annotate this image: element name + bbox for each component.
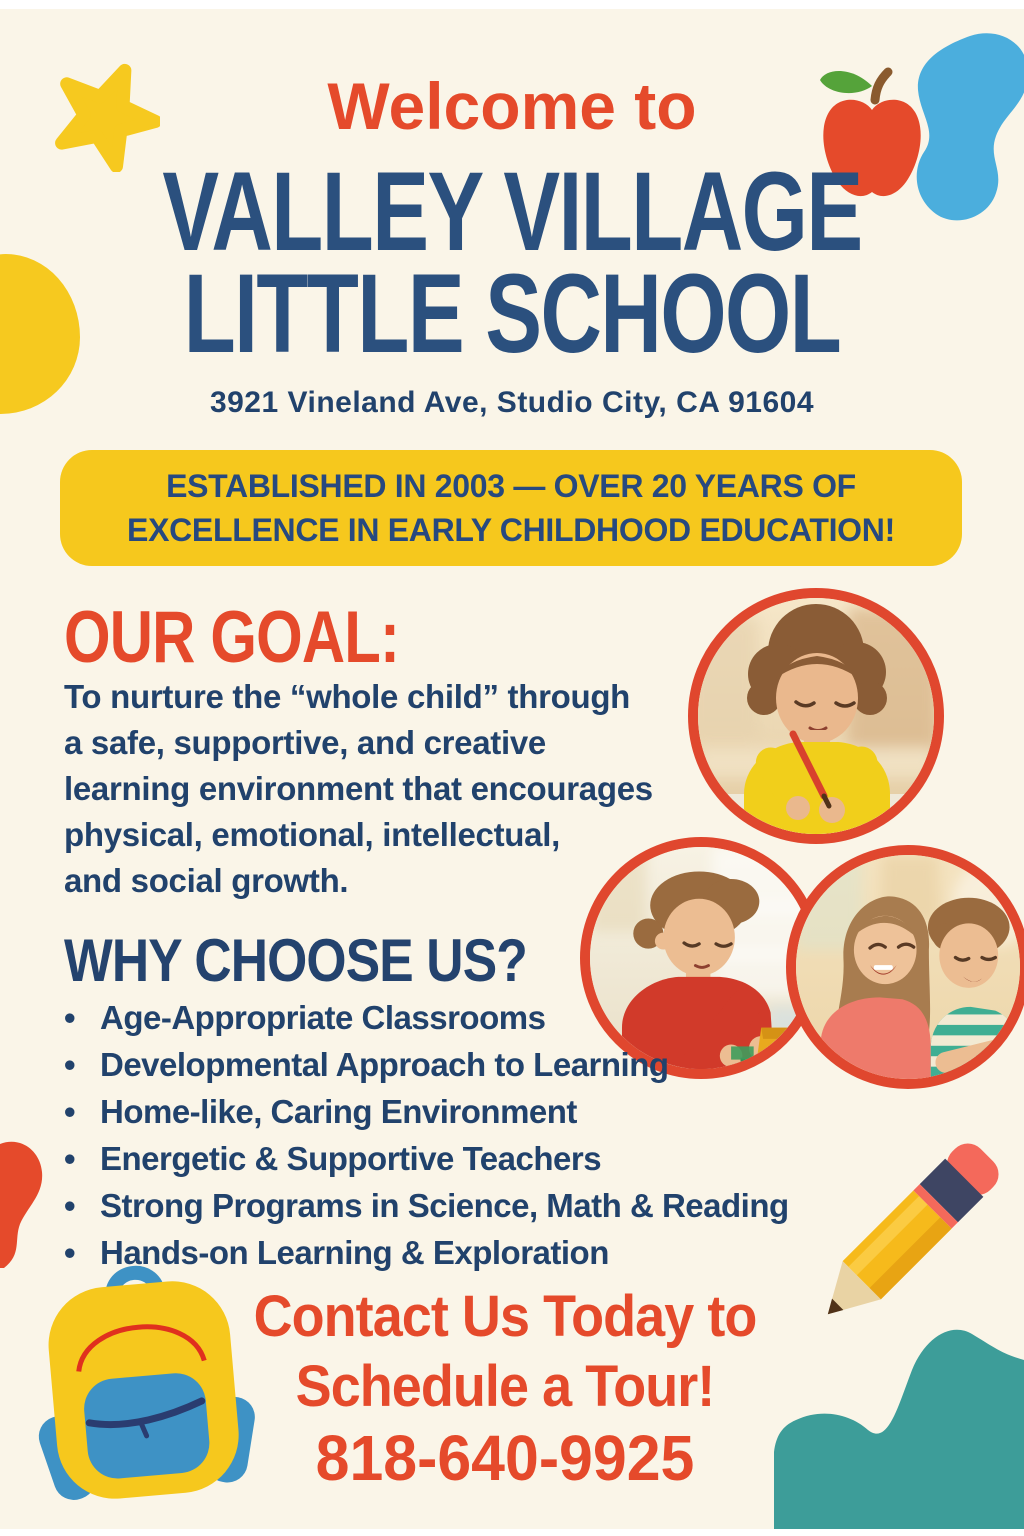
contact-line2: Schedule a Tour! — [295, 1354, 715, 1419]
goal-line: a safe, supportive, and creative — [64, 724, 546, 761]
contact-line1: Contact Us Today to — [253, 1284, 757, 1349]
school-name-line2: LITTLE SCHOOL — [183, 251, 841, 376]
contact-section — [0, 1282, 1010, 1494]
established-banner — [60, 450, 962, 566]
top-edge — [0, 0, 1024, 9]
welcome-text: Welcome to — [327, 69, 697, 143]
banner-line1: ESTABLISHED IN 2003 — OVER 20 YEARS OF — [166, 468, 856, 504]
goal-line: physical, emotional, intellectual, — [64, 816, 560, 853]
why-choose-us-heading: WHY CHOOSE US? — [64, 927, 527, 994]
goal-line: To nurture the “whole child” through — [64, 678, 631, 715]
list-item: • Home-like, Caring Environment — [64, 1088, 789, 1135]
list-item: • Energetic & Supportive Teachers — [64, 1135, 789, 1182]
school-name-line1: VALLEY VILLAGE — [162, 149, 862, 274]
contact-phone: 818-640-9925 — [315, 1422, 695, 1494]
children-playing-together-photo — [786, 845, 1024, 1089]
school-address: 3921 Vineland Ave, Studio City, CA 91604 — [209, 386, 815, 419]
child-writing-photo — [688, 588, 944, 844]
list-item: • Age-Appropriate Classrooms — [64, 994, 789, 1041]
why-choose-us-list — [64, 994, 789, 1276]
list-item: • Hands-on Learning & Exploration — [64, 1229, 789, 1276]
banner-line2: EXCELLENCE IN EARLY CHILDHOOD EDUCATION! — [127, 512, 895, 548]
goal-heading: OUR GOAL: — [64, 597, 400, 678]
red-blob-shape — [0, 1136, 60, 1271]
list-item: • Strong Programs in Science, Math & Reading — [64, 1182, 789, 1229]
goal-line: learning environment that encourages — [64, 770, 653, 807]
goal-paragraph — [64, 674, 653, 904]
goal-line: and social growth. — [64, 862, 349, 899]
list-item: • Developmental Approach to Learning — [64, 1041, 789, 1088]
bottom-edge — [0, 1529, 1024, 1536]
